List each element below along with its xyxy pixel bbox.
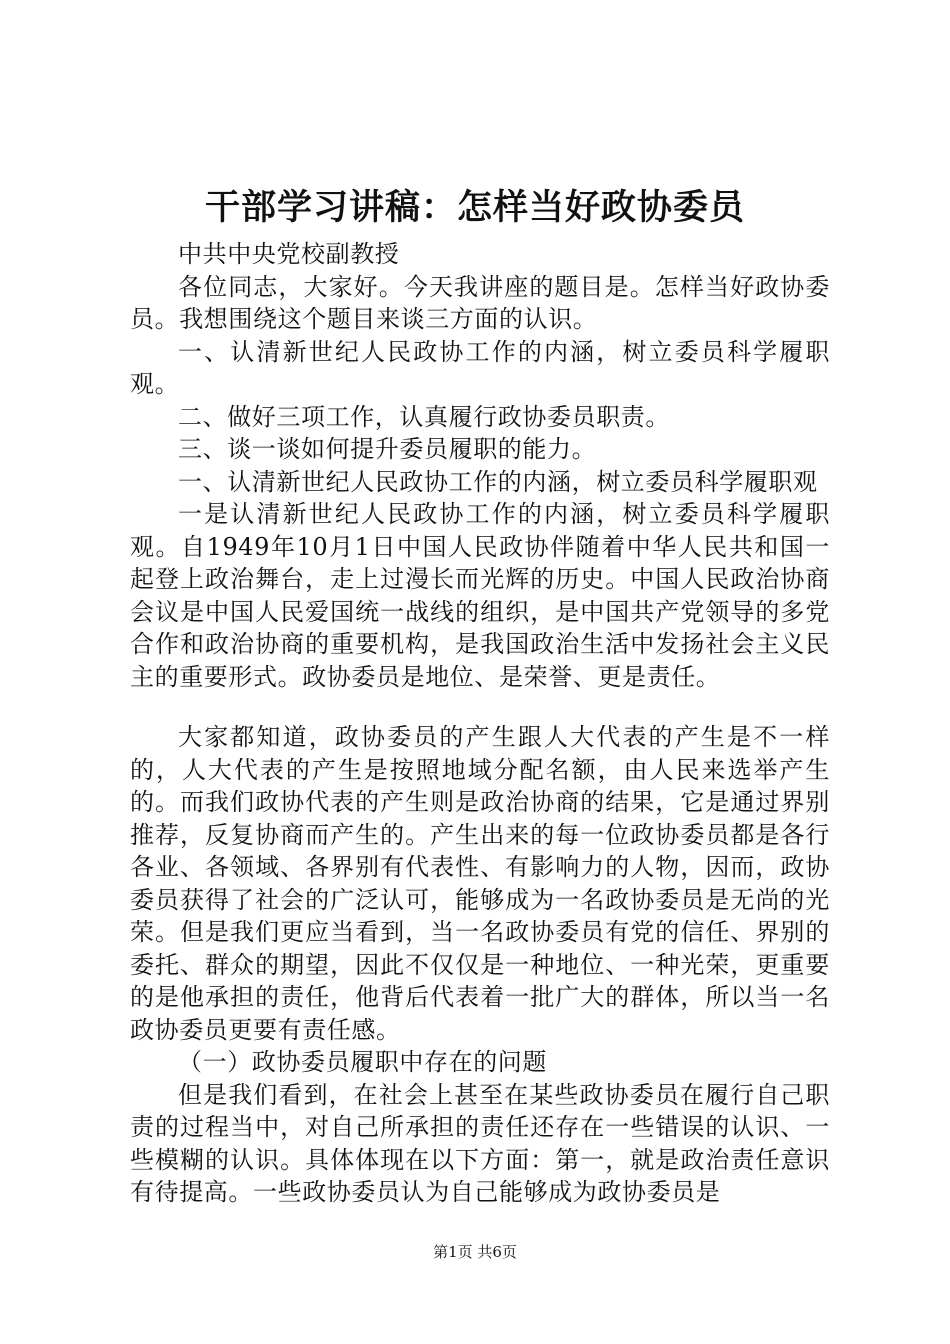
body-paragraph: 但是我们看到，在社会上甚至在某些政协委员在履行自己职责的过程当中，对自己所承担的责任还存在一些错误的认识、一些模糊的认识。具体体现在以下方面：第一，就是政治责任意识有待提高。一些政协委员认为自己能够成为政协委员是 bbox=[130, 1080, 830, 1206]
section-heading-1: 一、认清新世纪人民政协工作的内涵，树立委员科学履职观 bbox=[178, 467, 818, 496]
subsection-heading: （一）政协委员履职中存在的问题 bbox=[178, 1048, 547, 1076]
document-title: 干部学习讲稿：怎样当好政协委员 bbox=[204, 187, 745, 228]
document-body bbox=[130, 238, 830, 1209]
body-paragraph: 一是认清新世纪人民政协工作的内涵，树立委员科学履职观。自1949年10月1日中国人民政协伴随着中华人民共和国一起登上政治舞台，走上过漫长而光辉的历史。中国人民政治协商会议是中国人民爱国统一战线的组织，是中国共产党领导的多党合作和政治协商的重要机构，是我国政治生活中发扬社会主义民主的重要形式。政协委员是地位、是荣誉、更是责任。 bbox=[130, 500, 830, 691]
outline-item-2: 二、做好三项工作，认真履行政协委员职责。 bbox=[178, 402, 670, 431]
paragraph-spacer bbox=[130, 693, 830, 721]
intro-paragraph: 各位同志，大家好。今天我讲座的题目是。怎样当好政协委员。我想围绕这个题目来谈三方面的认识。 bbox=[130, 272, 830, 333]
author-line: 中共中央党校副教授 bbox=[178, 240, 400, 268]
body-paragraph: 大家都知道，政协委员的产生跟人大代表的产生是不一样的，人大代表的产生是按照地域分配名额，由人民来选举产生的。而我们政协代表的产生则是政治协商的结果，它是通过界别推荐，反复协商而产生的。产生出来的每一位政协委员都是各行各业、各领域、各界别有代表性、有影响力的人物，因而，政协委员获得了社会的广泛认可，能够成为一名政协委员是无尚的光荣。但是我们更应当看到，当一名政协委员有党的信任、界别的委托、群众的期望，因此不仅仅是一种地位、一种光荣，更重要的是他承担的责任，他背后代表着一批广大的群体，所以当一名政协委员更要有责任感。 bbox=[130, 723, 830, 1044]
outline-item-3: 三、谈一谈如何提升委员履职的能力。 bbox=[178, 435, 597, 463]
page-number-footer: 第1页 共6页 bbox=[433, 1243, 517, 1261]
outline-item-1: 一、认清新世纪人民政协工作的内涵，树立委员科学履职观。 bbox=[130, 337, 830, 398]
